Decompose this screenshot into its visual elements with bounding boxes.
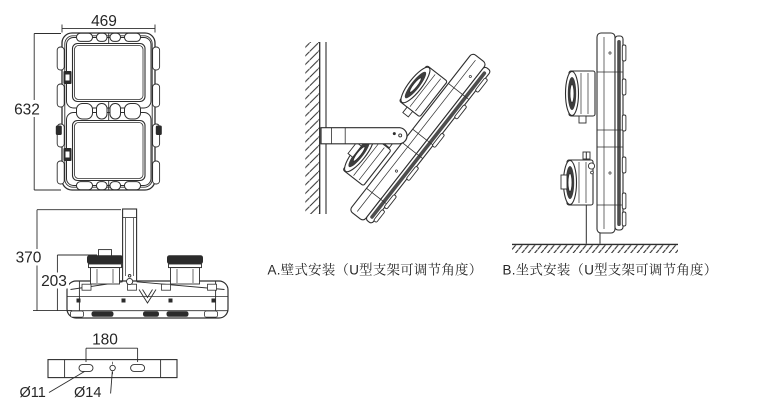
fixture-body-side <box>67 281 228 318</box>
seat-mount-caption: B.坐式安装（U型支架可调节角度） <box>502 262 718 278</box>
hinge-knob-right <box>156 126 162 136</box>
seat-mount-view <box>503 33 718 278</box>
dim-label-width: 469 <box>91 13 117 30</box>
front-view <box>14 13 162 190</box>
mounting-arm <box>321 128 407 144</box>
dim-label-overall-height: 370 <box>15 249 42 267</box>
dim-label-hole-diameter: Ø14 <box>74 385 102 401</box>
driver-right <box>167 255 203 284</box>
lens-top <box>73 44 146 102</box>
hinge-knob-left <box>56 126 62 136</box>
dim-width-469 <box>62 13 155 33</box>
pivot-bolt-2 <box>399 134 402 137</box>
wall-mount-view <box>268 31 496 278</box>
ground-hatching <box>512 245 678 253</box>
side-view <box>14 209 228 318</box>
lens-bottom <box>73 121 146 181</box>
dim-180 <box>86 332 138 363</box>
dim-label-hole-spacing: 180 <box>92 331 118 349</box>
dim-label-height: 632 <box>14 101 40 119</box>
upright-fixture <box>561 33 626 233</box>
pivot-hole <box>588 163 594 169</box>
dim-label-body-height: 203 <box>41 272 67 290</box>
dim-label-slot-diameter: Ø11 <box>19 385 46 401</box>
wall-mount-caption: A.壁式安装（U型支架可调节角度） <box>267 262 483 278</box>
pivot-bolt <box>393 132 396 135</box>
mounting-plate-view <box>20 332 178 402</box>
wall-hatching <box>305 42 319 214</box>
dim-height-632 <box>14 34 62 191</box>
mounting-pole <box>123 209 137 284</box>
